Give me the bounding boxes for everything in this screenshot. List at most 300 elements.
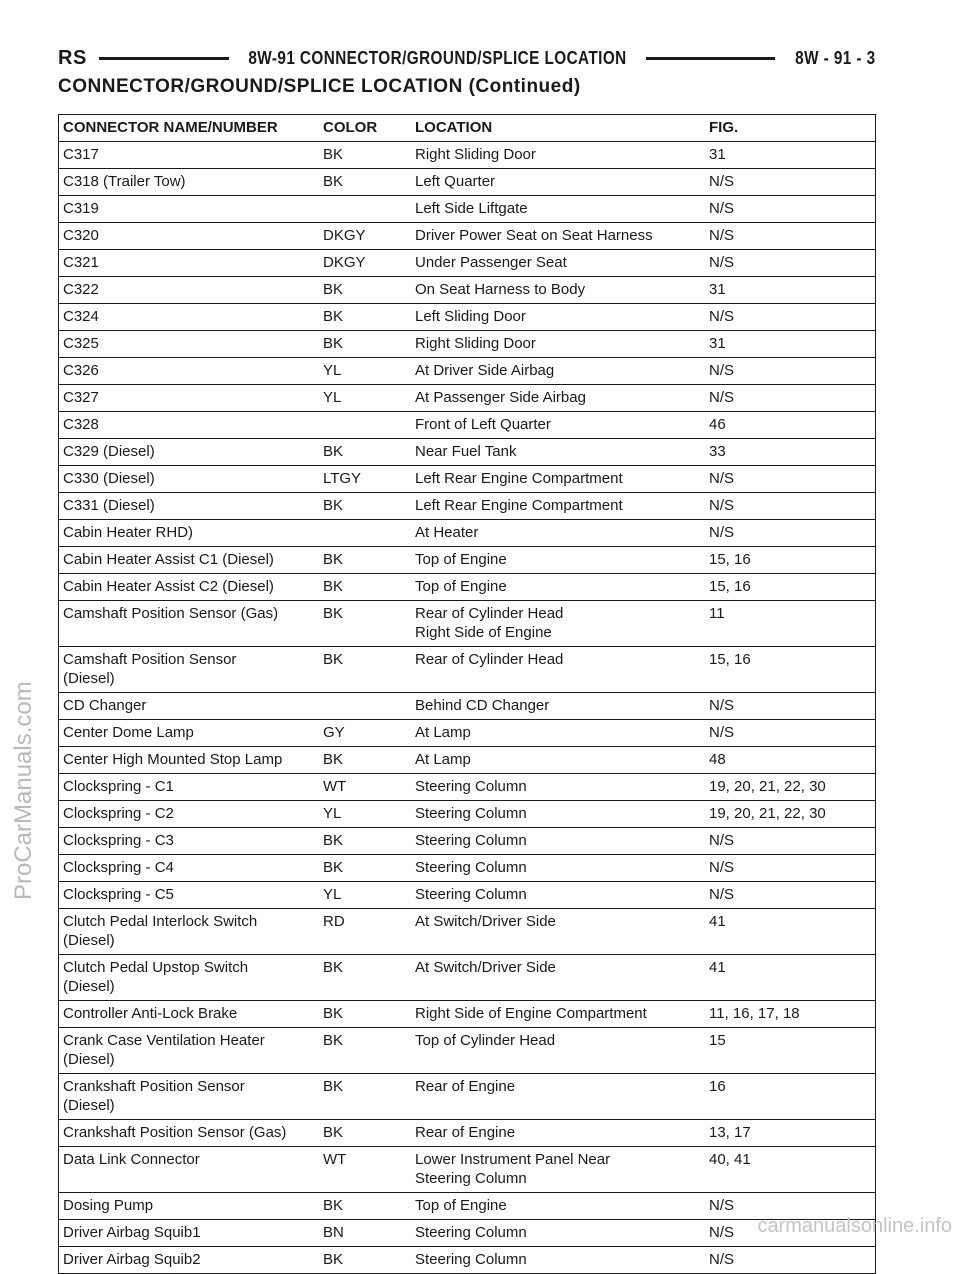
table-row xyxy=(59,277,876,304)
cell-location: Front of Left Quarter xyxy=(415,416,551,433)
table-row xyxy=(59,693,876,720)
cell-color-td xyxy=(319,801,411,828)
cell-connector: Camshaft Position Sensor (Diesel) xyxy=(63,651,237,687)
table-row xyxy=(59,412,876,439)
cell-connector-td xyxy=(59,801,320,828)
cell-color-td xyxy=(319,1120,411,1147)
cell-connector-td xyxy=(59,493,320,520)
cell-color-td xyxy=(319,493,411,520)
cell-color: BK xyxy=(323,751,344,768)
cell-location: Top of Engine xyxy=(415,578,507,595)
cell-location-td xyxy=(411,385,705,412)
cell-color-td xyxy=(319,250,411,277)
cell-connector-td xyxy=(59,1074,320,1120)
cell-location-td xyxy=(411,169,705,196)
cell-location: At Lamp xyxy=(415,751,471,768)
cell-fig: N/S xyxy=(709,254,735,271)
cell-color: BK xyxy=(323,173,344,190)
table-row xyxy=(59,196,876,223)
column-header-color: COLOR xyxy=(319,115,411,142)
cell-location-td xyxy=(411,358,705,385)
cell-connector-td xyxy=(59,1247,320,1274)
cell-location: Steering Column xyxy=(415,1224,527,1241)
cell-color: YL xyxy=(323,886,342,903)
cell-location: Rear of Engine xyxy=(415,1078,516,1095)
cell-connector-td xyxy=(59,1028,320,1074)
header-page-number: 8W - 91 - 3 xyxy=(795,47,877,68)
cell-location: Top of Engine xyxy=(415,1197,507,1214)
cell-location-td xyxy=(411,520,705,547)
table-row xyxy=(59,801,876,828)
cell-connector: C319 xyxy=(63,200,99,217)
cell-location: At Switch/Driver Side xyxy=(415,913,556,930)
column-header-fig: FIG. xyxy=(705,115,876,142)
cell-color-td xyxy=(319,1147,411,1193)
table-row xyxy=(59,647,876,693)
table-row xyxy=(59,1120,876,1147)
cell-color-td xyxy=(319,855,411,882)
table-row xyxy=(59,466,876,493)
cell-color: DKGY xyxy=(323,227,366,244)
table-row xyxy=(59,547,876,574)
table-row xyxy=(59,385,876,412)
cell-fig: 41 xyxy=(709,959,726,976)
cell-connector: C328 xyxy=(63,416,99,433)
cell-color: BK xyxy=(323,578,344,595)
cell-connector: Cabin Heater RHD) xyxy=(63,524,194,541)
cell-color: BK xyxy=(323,859,344,876)
cell-color-td xyxy=(319,169,411,196)
cell-fig-td xyxy=(705,277,876,304)
cell-location-td xyxy=(411,855,705,882)
cell-fig: 15 xyxy=(709,1032,726,1049)
cell-location-td xyxy=(411,223,705,250)
cell-connector-td xyxy=(59,647,320,693)
cell-fig: 48 xyxy=(709,751,726,768)
cell-fig-td xyxy=(705,955,876,1001)
cell-fig-td xyxy=(705,196,876,223)
cell-connector-td xyxy=(59,1220,320,1247)
cell-location: Top of Engine xyxy=(415,551,507,568)
cell-color: BK xyxy=(323,1005,344,1022)
cell-location-td xyxy=(411,196,705,223)
cell-connector-td xyxy=(59,1001,320,1028)
cell-color: BK xyxy=(323,1251,344,1268)
cell-connector-td xyxy=(59,574,320,601)
cell-connector: C326 xyxy=(63,362,99,379)
cell-connector: Driver Airbag Squib1 xyxy=(63,1224,201,1241)
cell-location: Rear of Engine xyxy=(415,1124,516,1141)
cell-color-td xyxy=(319,358,411,385)
cell-location-td xyxy=(411,304,705,331)
cell-connector: Dosing Pump xyxy=(63,1197,154,1214)
cell-color: BK xyxy=(323,1032,344,1049)
cell-color-td xyxy=(319,1193,411,1220)
cell-fig: N/S xyxy=(709,173,735,190)
cell-connector-td xyxy=(59,547,320,574)
table-row xyxy=(59,1001,876,1028)
cell-connector: C318 (Trailer Tow) xyxy=(63,173,186,190)
cell-location: Right Sliding Door xyxy=(415,146,536,163)
cell-location: At Heater xyxy=(415,524,479,541)
cell-connector-td xyxy=(59,142,320,169)
cell-color-td xyxy=(319,223,411,250)
cell-fig: N/S xyxy=(709,1251,735,1268)
cell-color-td xyxy=(319,647,411,693)
cell-fig: 31 xyxy=(709,281,726,298)
header-rule-left xyxy=(99,57,229,60)
cell-location: Rear of Cylinder Head Right Side of Engine xyxy=(415,605,564,641)
table-row xyxy=(59,1193,876,1220)
cell-color: BK xyxy=(323,281,344,298)
cell-location: Rear of Cylinder Head xyxy=(415,651,564,668)
cell-connector: C327 xyxy=(63,389,99,406)
cell-color: BK xyxy=(323,1124,344,1141)
cell-location: Right Sliding Door xyxy=(415,335,536,352)
cell-location: Behind CD Changer xyxy=(415,697,550,714)
header-section-title: 8W-91 CONNECTOR/GROUND/SPLICE LOCATION xyxy=(248,47,627,68)
cell-connector: Clutch Pedal Interlock Switch (Diesel) xyxy=(63,913,258,949)
cell-location-td xyxy=(411,1247,705,1274)
cell-color: YL xyxy=(323,389,342,406)
cell-color: BK xyxy=(323,959,344,976)
cell-location: Driver Power Seat on Seat Harness xyxy=(415,227,653,244)
table-row xyxy=(59,331,876,358)
cell-color-td xyxy=(319,1247,411,1274)
cell-color: BK xyxy=(323,551,344,568)
cell-fig-td xyxy=(705,801,876,828)
table-row xyxy=(59,955,876,1001)
cell-location-td xyxy=(411,250,705,277)
cell-location: Left Side Liftgate xyxy=(415,200,528,217)
cell-color-td xyxy=(319,547,411,574)
table-row xyxy=(59,828,876,855)
cell-fig: N/S xyxy=(709,227,735,244)
cell-connector: C317 xyxy=(63,146,99,163)
cell-fig-td xyxy=(705,1001,876,1028)
cell-connector: Clutch Pedal Upstop Switch (Diesel) xyxy=(63,959,249,995)
cell-fig: 11, 16, 17, 18 xyxy=(709,1005,800,1022)
cell-connector: Controller Anti-Lock Brake xyxy=(63,1005,238,1022)
cell-location-td xyxy=(411,955,705,1001)
cell-location: At Lamp xyxy=(415,724,471,741)
cell-fig: 31 xyxy=(709,335,726,352)
cell-location-td xyxy=(411,1147,705,1193)
cell-fig-td xyxy=(705,909,876,955)
cell-location-td xyxy=(411,601,705,647)
cell-location: Left Sliding Door xyxy=(415,308,526,325)
cell-fig-td xyxy=(705,547,876,574)
cell-connector-td xyxy=(59,358,320,385)
cell-color-td xyxy=(319,747,411,774)
cell-color-td xyxy=(319,774,411,801)
column-header-connector: CONNECTOR NAME/NUMBER xyxy=(59,115,320,142)
cell-fig: 15, 16 xyxy=(709,551,751,568)
cell-location: Left Quarter xyxy=(415,173,496,190)
cell-connector-td xyxy=(59,439,320,466)
cell-color: BK xyxy=(323,1078,344,1095)
cell-fig: N/S xyxy=(709,697,735,714)
table-row xyxy=(59,855,876,882)
cell-fig-td xyxy=(705,1147,876,1193)
cell-fig-td xyxy=(705,520,876,547)
cell-fig: N/S xyxy=(709,389,735,406)
cell-location-td xyxy=(411,647,705,693)
cell-connector-td xyxy=(59,1193,320,1220)
cell-connector: Center High Mounted Stop Lamp xyxy=(63,751,283,768)
watermark-procarmanuals: ProCarManuals.com xyxy=(10,681,37,900)
cell-connector-td xyxy=(59,601,320,647)
cell-color: BK xyxy=(323,605,344,622)
cell-connector-td xyxy=(59,196,320,223)
watermark-carmanualsonline: carmanualsonline.info xyxy=(757,1215,952,1237)
cell-connector: Clockspring - C2 xyxy=(63,805,174,822)
cell-color-td xyxy=(319,828,411,855)
cell-connector-td xyxy=(59,774,320,801)
cell-location: At Passenger Side Airbag xyxy=(415,389,586,406)
table-header-row xyxy=(59,115,876,142)
cell-fig-td xyxy=(705,574,876,601)
cell-fig: 33 xyxy=(709,443,726,460)
cell-color-td xyxy=(319,277,411,304)
table-row xyxy=(59,250,876,277)
table-row xyxy=(59,1028,876,1074)
cell-fig: N/S xyxy=(709,1197,735,1214)
cell-fig-td xyxy=(705,720,876,747)
page-header xyxy=(58,44,876,72)
cell-fig-td xyxy=(705,250,876,277)
cell-location: At Driver Side Airbag xyxy=(415,362,555,379)
cell-color-td xyxy=(319,466,411,493)
cell-location: Top of Cylinder Head xyxy=(415,1032,556,1049)
cell-connector: Data Link Connector xyxy=(63,1151,200,1168)
cell-location: At Switch/Driver Side xyxy=(415,959,556,976)
cell-connector: Cabin Heater Assist C1 (Diesel) xyxy=(63,551,274,568)
column-header-location: LOCATION xyxy=(411,115,705,142)
cell-fig: N/S xyxy=(709,497,735,514)
cell-fig: 41 xyxy=(709,913,726,930)
cell-color: DKGY xyxy=(323,254,366,271)
table-row xyxy=(59,520,876,547)
cell-color: BK xyxy=(323,443,344,460)
cell-fig-td xyxy=(705,1074,876,1120)
cell-fig-td xyxy=(705,169,876,196)
cell-fig: 19, 20, 21, 22, 30 xyxy=(709,805,826,822)
cell-connector-td xyxy=(59,331,320,358)
cell-color: BK xyxy=(323,651,344,668)
cell-fig-td xyxy=(705,385,876,412)
cell-location-td xyxy=(411,1028,705,1074)
cell-color: BK xyxy=(323,308,344,325)
cell-location-td xyxy=(411,439,705,466)
cell-color-td xyxy=(319,693,411,720)
cell-location-td xyxy=(411,747,705,774)
table-row xyxy=(59,909,876,955)
cell-fig-td xyxy=(705,882,876,909)
cell-color-td xyxy=(319,1001,411,1028)
table-row xyxy=(59,720,876,747)
cell-connector: Center Dome Lamp xyxy=(63,724,194,741)
cell-fig: N/S xyxy=(709,308,735,325)
cell-color-td xyxy=(319,601,411,647)
cell-color-td xyxy=(319,882,411,909)
table-row xyxy=(59,1247,876,1274)
cell-location-td xyxy=(411,1074,705,1120)
cell-location-td xyxy=(411,331,705,358)
cell-connector: Crankshaft Position Sensor (Gas) xyxy=(63,1124,287,1141)
cell-color: BK xyxy=(323,832,344,849)
cell-color-td xyxy=(319,142,411,169)
cell-fig: N/S xyxy=(709,886,735,903)
cell-connector: CD Changer xyxy=(63,697,147,714)
table-row xyxy=(59,169,876,196)
cell-connector-td xyxy=(59,250,320,277)
cell-color-td xyxy=(319,1220,411,1247)
cell-connector-td xyxy=(59,520,320,547)
table-row xyxy=(59,142,876,169)
cell-fig-td xyxy=(705,412,876,439)
cell-color: RD xyxy=(323,913,345,930)
cell-fig: N/S xyxy=(709,859,735,876)
table-row xyxy=(59,601,876,647)
cell-connector: C329 (Diesel) xyxy=(63,443,155,460)
cell-fig-td xyxy=(705,601,876,647)
cell-location-td xyxy=(411,277,705,304)
cell-location-td xyxy=(411,466,705,493)
table-row xyxy=(59,304,876,331)
cell-fig-td xyxy=(705,647,876,693)
cell-connector: Cabin Heater Assist C2 (Diesel) xyxy=(63,578,274,595)
table-row xyxy=(59,493,876,520)
cell-fig-td xyxy=(705,304,876,331)
page-subtitle: CONNECTOR/GROUND/SPLICE LOCATION (Continued) xyxy=(58,76,581,97)
cell-fig: 31 xyxy=(709,146,726,163)
cell-fig-td xyxy=(705,1120,876,1147)
cell-connector-td xyxy=(59,855,320,882)
cell-connector: Clockspring - C3 xyxy=(63,832,174,849)
cell-connector: Crank Case Ventilation Heater (Diesel) xyxy=(63,1032,265,1068)
cell-connector: C322 xyxy=(63,281,99,298)
cell-fig-td xyxy=(705,1247,876,1274)
table-body xyxy=(59,142,876,1274)
cell-location: Left Rear Engine Compartment xyxy=(415,470,623,487)
cell-location: Under Passenger Seat xyxy=(415,254,567,271)
cell-fig: N/S xyxy=(709,524,735,541)
cell-connector-td xyxy=(59,169,320,196)
cell-fig-td xyxy=(705,142,876,169)
cell-connector-td xyxy=(59,412,320,439)
cell-color-td xyxy=(319,520,411,547)
table-row xyxy=(59,882,876,909)
cell-color: BN xyxy=(323,1224,344,1241)
table-row xyxy=(59,574,876,601)
cell-connector: Driver Airbag Squib2 xyxy=(63,1251,201,1268)
cell-fig-td xyxy=(705,774,876,801)
cell-fig: 15, 16 xyxy=(709,651,751,668)
cell-fig-td xyxy=(705,493,876,520)
cell-location: Lower Instrument Panel Near Steering Column xyxy=(415,1151,611,1187)
cell-connector: C324 xyxy=(63,308,99,325)
cell-fig: 19, 20, 21, 22, 30 xyxy=(709,778,826,795)
cell-location-td xyxy=(411,882,705,909)
cell-connector: Clockspring - C1 xyxy=(63,778,174,795)
cell-location: On Seat Harness to Body xyxy=(415,281,586,298)
cell-fig-td xyxy=(705,439,876,466)
cell-connector-td xyxy=(59,1120,320,1147)
cell-fig: N/S xyxy=(709,362,735,379)
cell-fig: 46 xyxy=(709,416,726,433)
table-row xyxy=(59,1147,876,1193)
cell-connector-td xyxy=(59,385,320,412)
cell-color: WT xyxy=(323,1151,347,1168)
cell-connector-td xyxy=(59,882,320,909)
cell-connector: C321 xyxy=(63,254,99,271)
cell-fig: 11 xyxy=(709,605,725,622)
cell-fig-td xyxy=(705,855,876,882)
cell-color-td xyxy=(319,412,411,439)
cell-fig: N/S xyxy=(709,200,735,217)
cell-color: YL xyxy=(323,805,342,822)
cell-color-td xyxy=(319,439,411,466)
cell-color-td xyxy=(319,720,411,747)
cell-color-td xyxy=(319,331,411,358)
cell-connector: C331 (Diesel) xyxy=(63,497,155,514)
cell-location-td xyxy=(411,547,705,574)
table-row xyxy=(59,439,876,466)
cell-fig-td xyxy=(705,828,876,855)
cell-fig: 13, 17 xyxy=(709,1124,751,1141)
cell-location-td xyxy=(411,693,705,720)
cell-location: Steering Column xyxy=(415,859,527,876)
cell-location-td xyxy=(411,828,705,855)
cell-location-td xyxy=(411,142,705,169)
cell-color: BK xyxy=(323,335,344,352)
cell-connector-td xyxy=(59,223,320,250)
cell-location-td xyxy=(411,1120,705,1147)
connector-location-table xyxy=(58,114,876,1274)
cell-color: YL xyxy=(323,362,342,379)
cell-fig-td xyxy=(705,466,876,493)
cell-connector: Clockspring - C4 xyxy=(63,859,174,876)
cell-color: WT xyxy=(323,778,347,795)
cell-location-td xyxy=(411,774,705,801)
cell-connector-td xyxy=(59,828,320,855)
cell-connector-td xyxy=(59,955,320,1001)
cell-fig: 15, 16 xyxy=(709,578,751,595)
cell-location-td xyxy=(411,720,705,747)
cell-color-td xyxy=(319,1074,411,1120)
cell-fig-td xyxy=(705,693,876,720)
cell-color: BK xyxy=(323,497,344,514)
table-row xyxy=(59,358,876,385)
table-row xyxy=(59,1074,876,1120)
cell-fig: N/S xyxy=(709,832,735,849)
table-row xyxy=(59,1220,876,1247)
cell-color-td xyxy=(319,385,411,412)
cell-location-td xyxy=(411,1220,705,1247)
cell-connector-td xyxy=(59,277,320,304)
cell-connector-td xyxy=(59,466,320,493)
cell-connector: Camshaft Position Sensor (Gas) xyxy=(63,605,279,622)
cell-color-td xyxy=(319,1028,411,1074)
table-row xyxy=(59,747,876,774)
header-rule-right xyxy=(646,57,776,60)
cell-connector: C330 (Diesel) xyxy=(63,470,155,487)
header-section-code: RS xyxy=(58,46,87,69)
cell-color-td xyxy=(319,304,411,331)
cell-connector: C320 xyxy=(63,227,99,244)
cell-connector-td xyxy=(59,693,320,720)
